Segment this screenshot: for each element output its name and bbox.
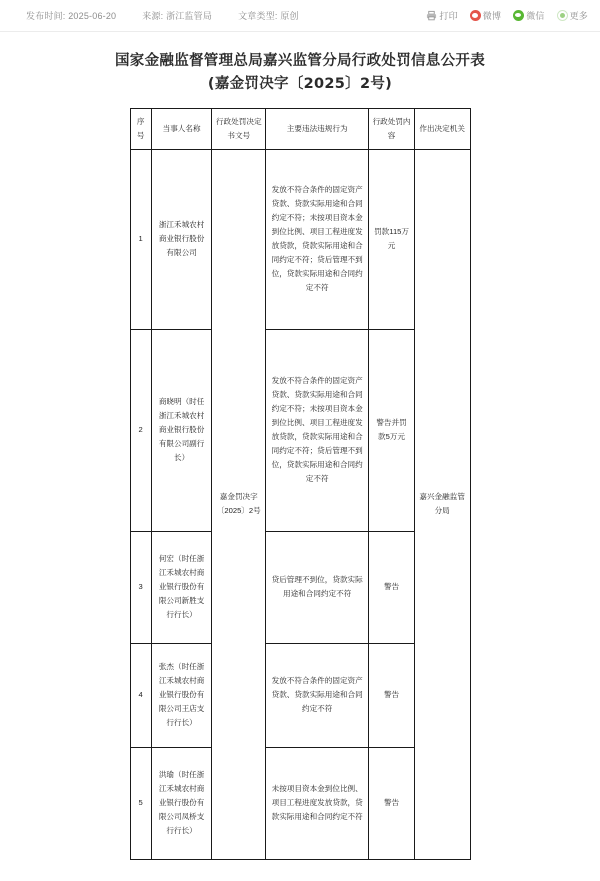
- cell-penalty-content: 警告: [369, 643, 415, 747]
- page-subtitle: (嘉金罚决字〔2025〕2号): [207, 75, 393, 92]
- cell-serial-no: 2: [130, 329, 151, 531]
- cell-violation-act: 发放不符合条件的固定资产贷款、贷款实际用途和合同约定不符: [266, 643, 369, 747]
- cell-penalty-content: 罚款115万元: [369, 149, 415, 329]
- cell-party-name: 何宏（时任浙江禾城农村商业银行股份有限公司新胜支行行长）: [151, 531, 212, 643]
- print-button[interactable]: [426, 9, 457, 22]
- penalty-table: [130, 108, 471, 860]
- wechat-icon: [513, 10, 524, 21]
- table-header: [130, 108, 470, 149]
- meta-info-group: [26, 9, 426, 22]
- cell-penalty-content: 警告并罚款5万元: [369, 329, 415, 531]
- source-value: 浙江监管局: [166, 11, 213, 21]
- source-label: 来源:: [142, 11, 164, 21]
- page-title: 国家金融监督管理总局嘉兴监管分局行政处罚信息公开表: [115, 53, 485, 69]
- cell-party-name: 浙江禾城农村商业银行股份有限公司: [151, 149, 212, 329]
- article-type-value: 原创: [280, 11, 299, 21]
- header-violation-act: 主要违法违规行为: [266, 108, 369, 149]
- page-meta-bar: [0, 0, 600, 32]
- header-party-name: 当事人名称: [151, 108, 212, 149]
- cell-serial-no: 1: [130, 149, 151, 329]
- weibo-icon: [470, 10, 481, 21]
- cell-violation-act: 未按项目资本金到位比例、项目工程进度发放贷款，贷款实际用途和合同约定不符: [266, 747, 369, 859]
- penalty-table-container: [0, 108, 600, 860]
- table-header-row: [130, 108, 470, 149]
- cell-penalty-content: 警告: [369, 531, 415, 643]
- cell-party-name: 张杰（时任浙江禾城农村商业银行股份有限公司王店支行行长）: [151, 643, 212, 747]
- article-type: [238, 9, 299, 22]
- printer-icon: [426, 10, 437, 21]
- cell-decision-doc-no: 嘉金罚决字〔2025〕2号: [212, 149, 266, 859]
- share-toolbar: [426, 9, 588, 22]
- header-serial-no: 序号: [130, 108, 151, 149]
- weibo-label: 微博: [482, 11, 502, 21]
- cell-penalty-content: 警告: [369, 747, 415, 859]
- weibo-share-button[interactable]: [470, 9, 501, 22]
- source: [142, 9, 212, 22]
- cell-violation-act: 发放不符合条件的固定资产贷款、贷款实际用途和合同约定不符；未按项目资本金到位比例、项目工程进度发放贷款，贷款实际用途和合同约定不符；贷后管理不到位，贷款实际用途和合同约定不符: [266, 329, 369, 531]
- more-icon: [557, 10, 568, 21]
- article-type-label: 文章类型:: [238, 11, 278, 21]
- header-penalty-content: 行政处罚内容: [369, 108, 415, 149]
- document-heading: [0, 32, 600, 108]
- cell-violation-act: 发放不符合条件的固定资产贷款、贷款实际用途和合同约定不符；未按项目资本金到位比例、项目工程进度发放贷款，贷款实际用途和合同约定不符；贷后管理不到位，贷款实际用途和合同约定不符: [266, 149, 369, 329]
- cell-serial-no: 3: [130, 531, 151, 643]
- cell-violation-act: 贷后管理不到位，贷款实际用途和合同约定不符: [266, 531, 369, 643]
- cell-serial-no: 5: [130, 747, 151, 859]
- cell-party-name: 洪瑜（时任浙江禾城农村商业银行股份有限公司凤桥支行行长）: [151, 747, 212, 859]
- header-decision-doc-no: 行政处罚决定书文号: [212, 108, 266, 149]
- publish-time-label: 发布时间:: [26, 11, 66, 21]
- cell-serial-no: 4: [130, 643, 151, 747]
- cell-deciding-authority: 嘉兴金融监管分局: [414, 149, 470, 859]
- table-row: [130, 149, 470, 329]
- publish-time-value: 2025-06-20: [68, 11, 117, 21]
- publish-time: [26, 9, 116, 22]
- wechat-share-button[interactable]: [513, 9, 544, 22]
- table-body: [130, 149, 470, 859]
- wechat-label: 微信: [526, 11, 545, 21]
- print-label: 打印: [439, 11, 458, 21]
- cell-party-name: 商晓明（时任浙江禾城农村商业银行股份有限公司副行长）: [151, 329, 212, 531]
- more-share-button[interactable]: [557, 9, 588, 22]
- header-deciding-authority: 作出决定机关: [414, 108, 470, 149]
- more-label: 更多: [569, 11, 588, 21]
